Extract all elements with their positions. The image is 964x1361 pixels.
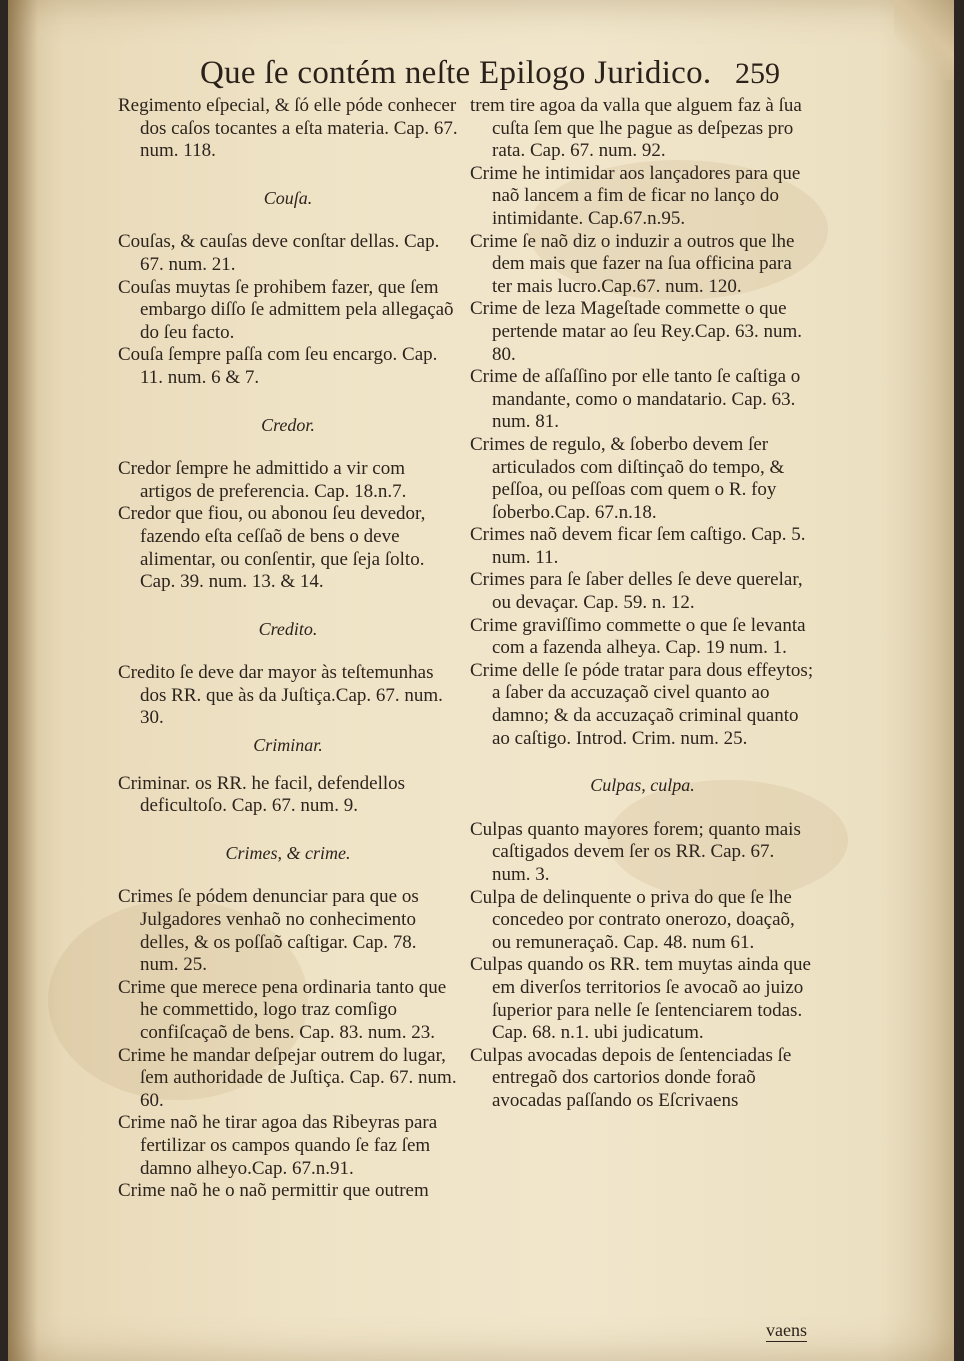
section-heading: Culpas, culpa. [590, 775, 695, 796]
index-entry: Culpas avocadas depois de ſentenciadas ſe entregaõ dos cartorios donde foraõ avocadas paſſando os Eſcrivaens [470, 1044, 792, 1111]
index-entry: Criminar. os RR. he facil, defendellos deficultoſo. Cap. 67. num. 9. [118, 772, 406, 817]
index-entry: Crimes naõ devem ficar ſem caſtigo. Cap. 5. num. 11. [470, 524, 806, 568]
section-heading: Credor. [261, 414, 315, 435]
index-entry: Couſas, & cauſas deve conſtar dellas. Cap. 67. num. 21. [118, 231, 440, 275]
index-entry: Crimes ſe pódem denunciar para que os Julgadores venhaõ no conhecimento delles, & os poſſaõ caſtigar. Cap. 78. num. 25. [118, 886, 419, 976]
index-entry: Crime he intimidar aos lançadores para que naõ lancem a fim de ficar no lanço do intimidante. Cap.67.n.95. [470, 162, 801, 229]
section-heading: Couſa. [263, 187, 313, 208]
page-gutter-shadow [8, 0, 38, 1361]
section-heading: Criminar. [253, 735, 323, 756]
index-entry: Crime naõ he o naõ permittir que outrem [118, 1180, 429, 1202]
page-corner [894, 0, 954, 80]
index-entry: Couſa ſempre paſſa com ſeu encargo. Cap. 11. num. 6 & 7. [118, 344, 438, 388]
index-entry: Credito ſe deve dar mayor às teſtemunhas dos RR. que às da Juſtiça.Cap. 67. num. 30. [118, 662, 443, 729]
index-entry: Credor ſempre he admittido a vir com artigos de preferencia. Cap. 18.n.7. [118, 458, 407, 502]
index-entry: Culpas quanto mayores forem; quanto mais caſtigados devem ſer os RR. Cap. 67. num. 3. [470, 818, 801, 885]
index-entry: Crime que merece pena ordinaria tanto que he commettido, logo traz comſigo confiſcaçaõ de bens. Cap. 83. num. 23. [118, 976, 447, 1043]
index-entry: Credor que fiou, ou abonou ſeu devedor, fazendo eſta ceſſaõ de bens o deve alimentar, ou conſentir, que ſeja ſolto. Cap. 39. num. 13. & 14. [118, 503, 426, 593]
index-entry: trem tire agoa da valla que alguem faz à ſua cuſta ſem que lhe pague as deſpezas pro rata. Cap. 67. num. 92. [470, 95, 802, 162]
running-title: Que ſe contém neſte Epilogo Juridico. [200, 55, 712, 91]
index-entry: Crime graviſſimo commette o que ſe levanta com a fazenda alheya. Cap. 19 num. 1. [470, 614, 806, 659]
index-entry: Crime he mandar deſpejar outrem do lugar, ſem authoridade de Juſtiça. Cap. 67. num. 60. [118, 1044, 457, 1111]
index-entry: Crimes para ſe ſaber delles ſe deve querelar, ou devaçar. Cap. 59. n. 12. [470, 569, 803, 614]
right-column [470, 95, 815, 1113]
page-number: 259 [735, 57, 780, 90]
index-entry: Regimento eſpecial, & ſó elle póde conhecer dos caſos tocantes a eſta materia. Cap. 67. num. 118. [118, 95, 458, 162]
catchword: vaens [766, 1320, 807, 1340]
index-entry: Crime delle ſe póde tratar para dous effeytos; a ſaber da accuzaçaõ civel quanto ao damno; & da accuzaçaõ criminal quanto ao caſtigo. Introd. Crim. num. 25. [470, 659, 814, 749]
index-entry: Culpas quando os RR. tem muytas ainda que em diverſos territorios ſe avocaõ ao juizo ſuperior para nelle ſe ſentenciarem todas. Cap. 68. n.1. ubi judicatum. [470, 954, 811, 1044]
index-entry: Crime ſe naõ diz o induzir a outros que lhe dem mais que fazer na ſua officina para ter mais lucro.Cap.67. num. 120. [470, 230, 795, 297]
index-entry: Crime naõ he tirar agoa das Ribeyras para fertilizar os campos quando ſe faz ſem damno alheyo.Cap. 67.n.91. [118, 1112, 438, 1179]
index-entry: Culpa de delinquente o priva do que ſe lhe concedeo por contrato onerozo, doaçaõ, ou remuneraçaõ. Cap. 48. num 61. [470, 886, 795, 953]
index-entry: Crimes de regulo, & ſoberbo devem ſer articulados com diſtinçaõ do tempo, & peſſoa, ou peſſoas com quem o R. foy ſoberbo.Cap. 67.n.18. [470, 433, 785, 523]
index-entry: Crime de leza Mageſtade commette o que pertende matar ao ſeu Rey.Cap. 63. num. 80. [470, 298, 803, 365]
section-heading: Crimes, & crime. [225, 842, 351, 863]
section-heading: Credito. [258, 618, 318, 639]
left-column [118, 95, 458, 1203]
index-entry: Couſas muytas ſe prohibem fazer, que ſem embargo diſſo ſe admittem pela allegaçaõ do ſeu facto. [118, 276, 454, 343]
index-entry: Crime de aſſaſſino por elle tanto ſe caſtiga o mandante, como o mandatario. Cap. 63. num. 81. [470, 366, 801, 433]
